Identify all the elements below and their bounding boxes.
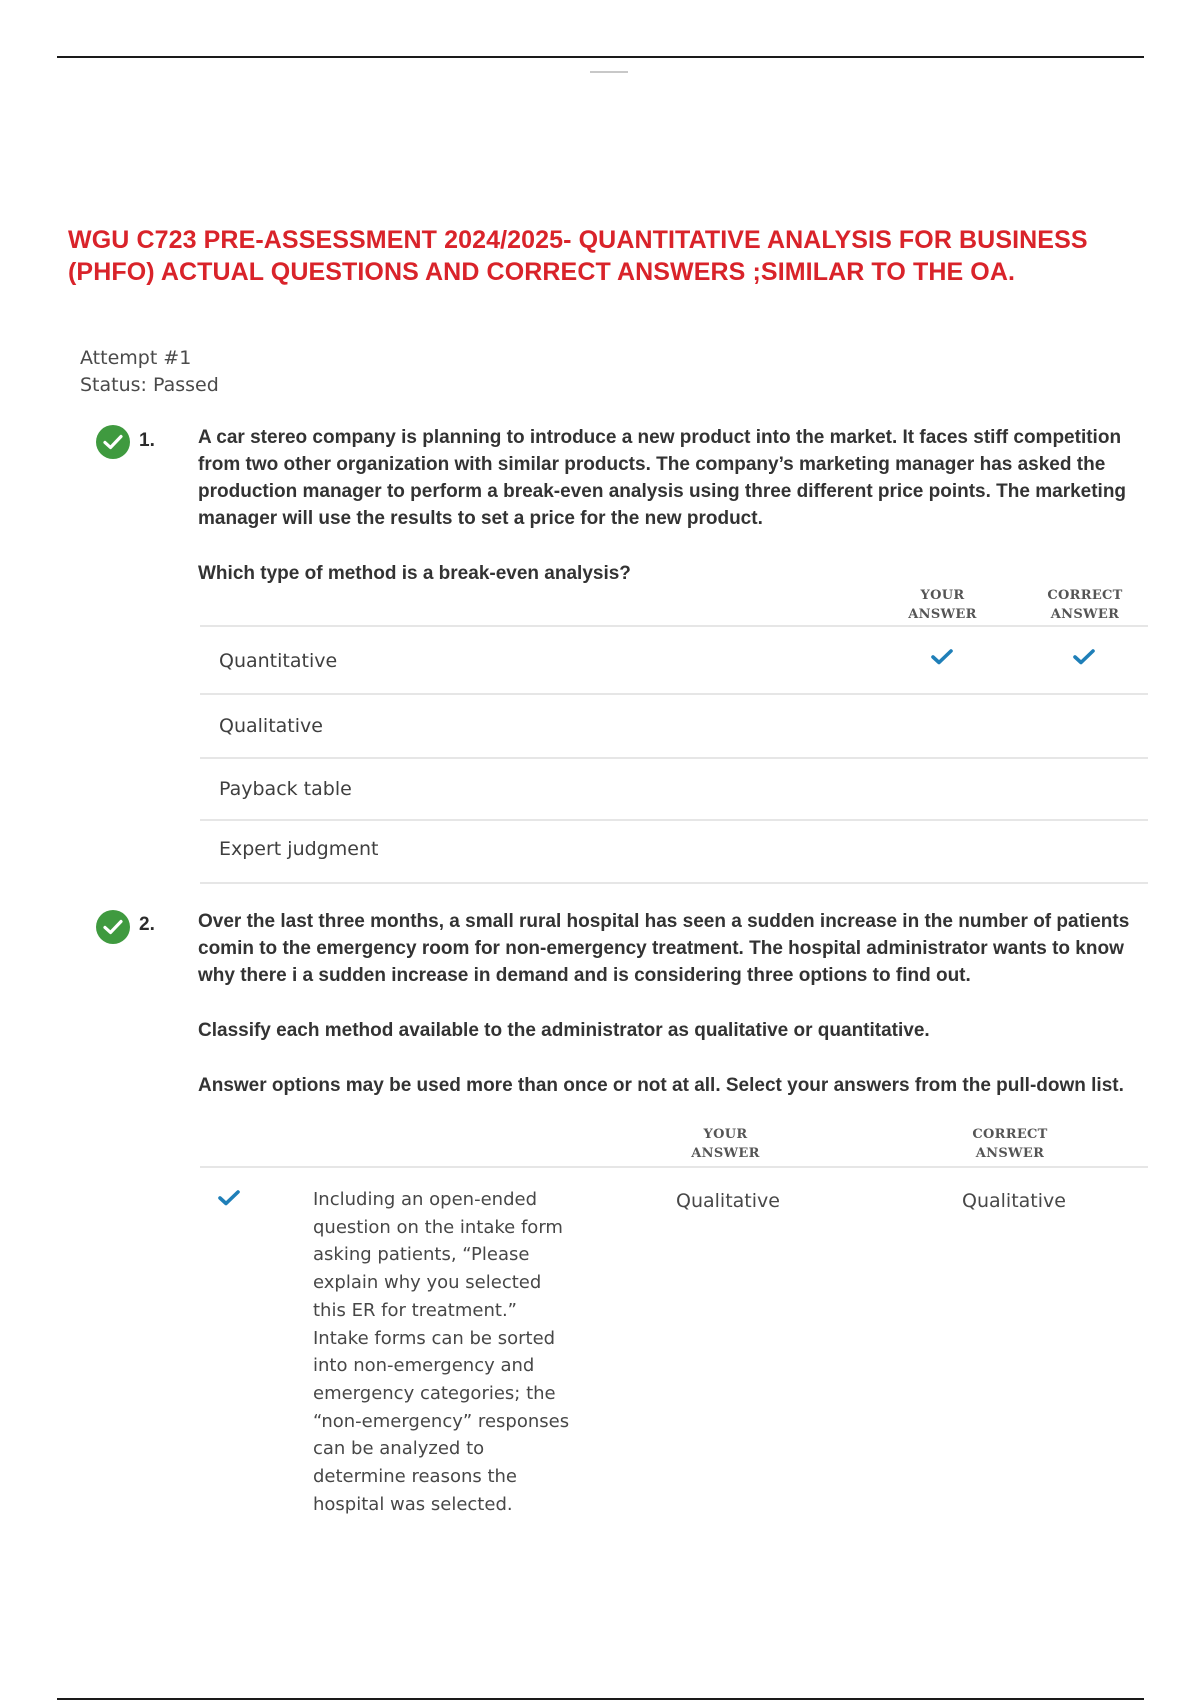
question-1-text: A car stereo company is planning to introduce a new product into the market. It faces stiff competition from two other organization with similar products. The company’s marketing manager has asked the production manager to perform a break-even analysis using three different price points. The marketing manager will use the results to set a price for the new product. — [198, 427, 1127, 529]
attempt-info — [80, 345, 219, 399]
page-top-rule — [57, 56, 1144, 58]
method-description: Including an open-ended question on the intake form asking patients, “Please explain why you selected this ER for treatment.” Intake forms can be sorted into non-emergency and emergency categories; the “non-emergency” responses can be analyzed to determine reasons the hospital was selected. — [313, 1189, 570, 1515]
answer-option: Payback table — [219, 778, 352, 800]
correct-check-icon — [96, 910, 130, 944]
correct-answer-header: CORRECT ANSWER — [1047, 588, 1123, 622]
table-divider — [200, 757, 1148, 759]
attempt-label: Attempt #1 — [80, 347, 192, 369]
question-2-text: Over the last three months, a small rural hospital has seen a sudden increase in the number of patients comin to the emergency room for non-emergency treatment. The hospital administrator wants to know why there i a sudden increase in demand and is considering three options to find out. — [198, 911, 1130, 986]
row-correct-check-icon — [218, 1189, 240, 1207]
page-header-mark — [590, 71, 628, 73]
correct-answer-header: CORRECT ANSWER — [972, 1127, 1048, 1161]
your-answer-value: Qualitative — [676, 1190, 780, 1212]
answer-option: Quantitative — [219, 650, 338, 672]
correct-answer-value: Qualitative — [962, 1190, 1066, 1212]
your-answer-check-icon — [931, 648, 953, 666]
table-divider — [200, 693, 1148, 695]
document-title: WGU C723 PRE-ASSESSMENT 2024/2025- QUANTITATIVE ANALYSIS FOR BUSINESS (PHFO) ACTUAL QUESTIONS AND CORRECT ANSWERS ;SIMILAR TO THE OA. — [68, 226, 1088, 286]
attempt-status: Status: Passed — [80, 374, 219, 396]
question-2-instruction: Answer options may be used more than once or not at all. Select your answers from the pull-down list. — [198, 1075, 1124, 1096]
question-1-body — [198, 424, 1148, 587]
table-divider — [200, 882, 1148, 884]
table-divider — [200, 819, 1148, 821]
question-2-instruction: Classify each method available to the administrator as qualitative or quantitative. — [198, 1020, 930, 1041]
correct-answer-check-icon — [1073, 648, 1095, 666]
answer-option: Qualitative — [219, 715, 323, 737]
question-1-prompt: Which type of method is a break-even analysis? — [198, 563, 631, 584]
correct-check-icon — [96, 425, 130, 459]
your-answer-header: YOUR ANSWER — [908, 588, 977, 622]
your-answer-header: YOUR ANSWER — [691, 1127, 760, 1161]
question-number: 1. — [139, 430, 155, 451]
answer-option: Expert judgment — [219, 838, 379, 860]
table-divider — [200, 625, 1148, 627]
question-number: 2. — [139, 914, 155, 935]
question-2-body — [198, 908, 1148, 1099]
table-divider — [200, 1166, 1148, 1168]
